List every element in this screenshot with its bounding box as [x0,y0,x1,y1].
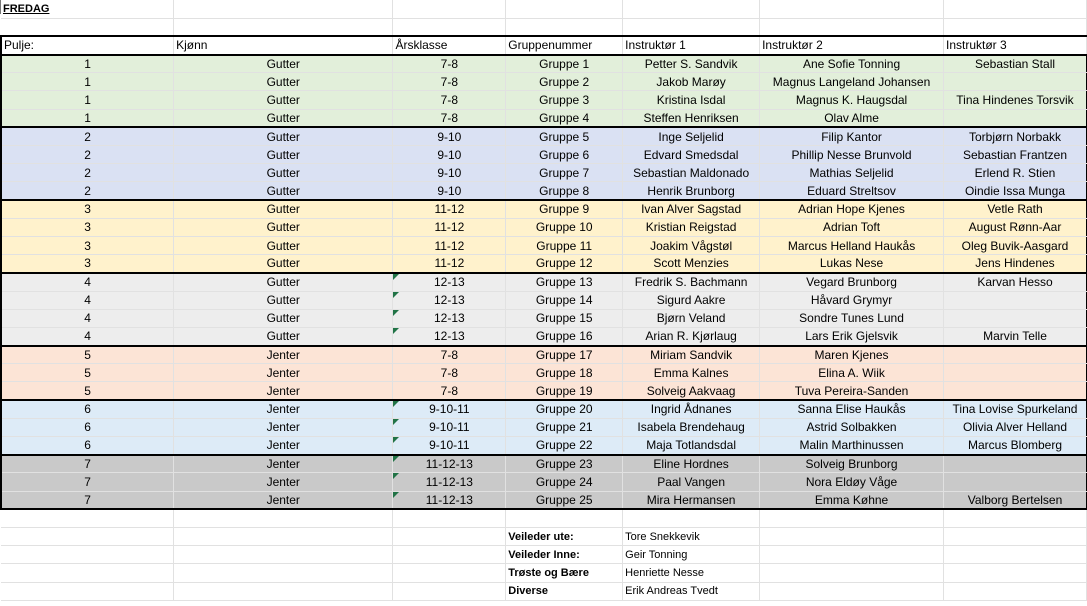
table-row [1,255,1087,273]
pulje-cell[interactable]: 3 [1,255,174,273]
aarsklasse-cell[interactable]: 12-13 [393,327,506,345]
kjonn-cell[interactable]: Jenter [174,491,393,509]
gruppenummer-cell[interactable]: Gruppe 19 [506,382,623,400]
instruktor-3-cell[interactable]: August Rønn-Aar [944,218,1087,236]
header-gruppenummer[interactable]: Gruppenummer [506,36,623,54]
instruktor-3-cell[interactable]: Tina Lovise Spurkeland [944,400,1087,418]
aarsklasse-cell[interactable]: 9-10-11 [393,400,506,418]
instruktor-1-cell[interactable]: Jakob Marøy [623,73,760,91]
instruktor-3-cell[interactable]: Marcus Blomberg [944,437,1087,455]
instruktor-2-cell[interactable]: Emma Køhne [760,491,944,509]
pulje-cell[interactable]: 2 [1,127,174,145]
supervisor-row [1,582,1087,600]
supervisor-row [1,527,1087,545]
aarsklasse-cell[interactable]: 11-12 [393,236,506,254]
table-row [1,91,1087,109]
instruktor-3-cell[interactable] [944,346,1087,364]
instruktor-3-cell[interactable] [944,291,1087,309]
instruktor-2-cell[interactable]: Tuva Pereira-Sanden [760,382,944,400]
aarsklasse-cell[interactable]: 7-8 [393,91,506,109]
table-row [1,218,1087,236]
gruppenummer-cell[interactable]: Gruppe 5 [506,127,623,145]
kjonn-cell[interactable]: Gutter [174,291,393,309]
kjonn-cell[interactable]: Gutter [174,200,393,218]
kjonn-cell[interactable]: Gutter [174,109,393,127]
instruktor-3-cell[interactable]: Sebastian Frantzen [944,146,1087,164]
instruktor-1-cell[interactable]: Isabela Brendehaug [623,418,760,436]
table-row [1,182,1087,200]
kjonn-cell[interactable]: Gutter [174,55,393,73]
empty-cell[interactable] [760,527,944,545]
kjonn-cell[interactable]: Gutter [174,146,393,164]
gruppenummer-cell[interactable]: Gruppe 7 [506,164,623,182]
table-row [1,364,1087,382]
supervisor-name[interactable]: Henriette Nesse [623,564,760,582]
instruktor-2-cell[interactable]: Magnus Langeland Johansen [760,73,944,91]
instruktor-2-cell[interactable]: Marcus Helland Haukås [760,236,944,254]
instruktor-3-cell[interactable]: Torbjørn Norbakk [944,127,1087,145]
supervisor-row [1,564,1087,582]
instruktor-3-cell[interactable]: Tina Hindenes Torsvik [944,91,1087,109]
instruktor-3-cell[interactable]: Marvin Telle [944,327,1087,345]
gruppenummer-cell[interactable]: Gruppe 17 [506,346,623,364]
empty-cell[interactable] [760,582,944,600]
aarsklasse-cell[interactable]: 12-13 [393,309,506,327]
gruppenummer-cell[interactable]: Gruppe 3 [506,91,623,109]
kjonn-cell[interactable]: Gutter [174,309,393,327]
sheet-title[interactable]: FREDAG [1,0,174,18]
pulje-cell[interactable]: 1 [1,109,174,127]
aarsklasse-cell[interactable]: 11-12-13 [393,473,506,491]
empty-cell[interactable] [760,564,944,582]
empty-cell[interactable] [1,564,174,582]
table-row [1,109,1087,127]
table-row [1,236,1087,254]
table-row [1,491,1087,509]
pulje-cell[interactable]: 5 [1,382,174,400]
instruktor-2-cell[interactable]: Maren Kjenes [760,346,944,364]
pulje-cell[interactable]: 5 [1,364,174,382]
instruktor-3-cell[interactable]: Karvan Hesso [944,273,1087,291]
instruktor-3-cell[interactable] [944,473,1087,491]
instruktor-1-cell[interactable]: Edvard Smedsdal [623,146,760,164]
aarsklasse-cell[interactable]: 9-10-11 [393,418,506,436]
gruppenummer-cell[interactable]: Gruppe 11 [506,236,623,254]
pulje-cell[interactable]: 6 [1,418,174,436]
gruppenummer-cell[interactable]: Gruppe 22 [506,437,623,455]
supervisor-name[interactable]: Tore Snekkevik [623,527,760,545]
aarsklasse-cell[interactable]: 7-8 [393,109,506,127]
kjonn-cell[interactable]: Jenter [174,473,393,491]
instruktor-1-cell[interactable]: Solveig Aakvaag [623,382,760,400]
table-row [1,73,1087,91]
aarsklasse-cell[interactable]: 9-10 [393,146,506,164]
instruktor-2-cell[interactable]: Håvard Grymyr [760,291,944,309]
instruktor-3-cell[interactable] [944,109,1087,127]
aarsklasse-cell[interactable]: 9-10 [393,127,506,145]
instruktor-2-cell[interactable]: Vegard Brunborg [760,273,944,291]
header-kjonn[interactable]: Kjønn [174,36,393,54]
pulje-cell[interactable]: 7 [1,473,174,491]
aarsklasse-cell[interactable]: 12-13 [393,291,506,309]
instruktor-2-cell[interactable]: Mathias Seljelid [760,164,944,182]
instruktor-3-cell[interactable] [944,309,1087,327]
instruktor-1-cell[interactable]: Henrik Brunborg [623,182,760,200]
instruktor-1-cell[interactable]: Bjørn Veland [623,309,760,327]
instruktor-1-cell[interactable]: Miriam Sandvik [623,346,760,364]
pulje-cell[interactable]: 1 [1,55,174,73]
instruktor-3-cell[interactable]: Oleg Buvik-Aasgard [944,236,1087,254]
aarsklasse-cell[interactable]: 11-12 [393,255,506,273]
supervisor-name[interactable]: Erik Andreas Tvedt [623,582,760,600]
instruktor-2-cell[interactable]: Lukas Nese [760,255,944,273]
instruktor-1-cell[interactable]: Steffen Henriksen [623,109,760,127]
instruktor-2-cell[interactable]: Malin Marthinussen [760,437,944,455]
kjonn-cell[interactable]: Gutter [174,327,393,345]
kjonn-cell[interactable]: Gutter [174,127,393,145]
aarsklasse-cell[interactable]: 7-8 [393,55,506,73]
pulje-cell[interactable]: 1 [1,73,174,91]
instruktor-2-cell[interactable]: Adrian Hope Kjenes [760,200,944,218]
aarsklasse-cell[interactable]: 7-8 [393,382,506,400]
pulje-cell[interactable]: 3 [1,236,174,254]
instruktor-3-cell[interactable]: Olivia Alver Helland [944,418,1087,436]
gruppenummer-cell[interactable]: Gruppe 8 [506,182,623,200]
gruppenummer-cell[interactable]: Gruppe 13 [506,273,623,291]
table-row [1,146,1087,164]
supervisor-label[interactable]: Trøste og Bære [506,564,623,582]
table-row [1,200,1087,218]
instruktor-1-cell[interactable]: Ivan Alver Sagstad [623,200,760,218]
kjonn-cell[interactable]: Gutter [174,255,393,273]
kjonn-cell[interactable]: Gutter [174,91,393,109]
table-row [1,418,1087,436]
aarsklasse-cell[interactable]: 7-8 [393,364,506,382]
pulje-cell[interactable]: 2 [1,146,174,164]
instruktor-1-cell[interactable]: Kristian Reigstad [623,218,760,236]
gruppenummer-cell[interactable]: Gruppe 9 [506,200,623,218]
supervisor-row [1,546,1087,564]
table-row [1,382,1087,400]
empty-cell[interactable] [174,527,393,545]
kjonn-cell[interactable]: Jenter [174,455,393,473]
kjonn-cell[interactable]: Jenter [174,382,393,400]
pulje-cell[interactable]: 5 [1,346,174,364]
empty-cell[interactable] [944,582,1087,600]
pulje-cell[interactable]: 1 [1,91,174,109]
aarsklasse-cell[interactable]: 9-10 [393,164,506,182]
instruktor-1-cell[interactable]: Inge Seljelid [623,127,760,145]
kjonn-cell[interactable]: Gutter [174,73,393,91]
instruktor-3-cell[interactable] [944,73,1087,91]
table-row [1,400,1087,418]
kjonn-cell[interactable]: Jenter [174,346,393,364]
instruktor-3-cell[interactable]: Erlend R. Stien [944,164,1087,182]
empty-cell[interactable] [393,582,506,600]
aarsklasse-cell[interactable]: 11-12-13 [393,491,506,509]
instruktor-1-cell[interactable]: Eline Hordnes [623,455,760,473]
kjonn-cell[interactable]: Gutter [174,236,393,254]
table-row [1,327,1087,345]
table-row [1,455,1087,473]
instruktor-1-cell[interactable]: Sigurd Aakre [623,291,760,309]
empty-cell[interactable] [393,546,506,564]
instruktor-3-cell[interactable] [944,455,1087,473]
table-row [1,346,1087,364]
empty-cell[interactable] [944,564,1087,582]
kjonn-cell[interactable]: Gutter [174,273,393,291]
instruktor-3-cell[interactable]: Vetle Rath [944,200,1087,218]
table-row [1,164,1087,182]
empty-cell[interactable] [174,582,393,600]
gruppenummer-cell[interactable]: Gruppe 25 [506,491,623,509]
table-row [1,273,1087,291]
aarsklasse-cell[interactable]: 12-13 [393,273,506,291]
gruppenummer-cell[interactable]: Gruppe 10 [506,218,623,236]
kjonn-cell[interactable]: Gutter [174,182,393,200]
instruktor-2-cell[interactable]: Nora Eldøy Våge [760,473,944,491]
pulje-cell[interactable]: 7 [1,491,174,509]
aarsklasse-cell[interactable]: 11-12-13 [393,455,506,473]
gruppenummer-cell[interactable]: Gruppe 15 [506,309,623,327]
aarsklasse-cell[interactable]: 7-8 [393,346,506,364]
empty-cell[interactable] [1,546,174,564]
gruppenummer-cell[interactable]: Gruppe 16 [506,327,623,345]
instruktor-3-cell[interactable]: Jens Hindenes [944,255,1087,273]
pulje-cell[interactable]: 2 [1,182,174,200]
instruktor-1-cell[interactable]: Paal Vangen [623,473,760,491]
instruktor-3-cell[interactable] [944,382,1087,400]
instruktor-1-cell[interactable]: Maja Totlandsdal [623,437,760,455]
header-row [1,36,1087,54]
kjonn-cell[interactable]: Gutter [174,218,393,236]
empty-cell[interactable] [393,527,506,545]
instruktor-1-cell[interactable]: Emma Kalnes [623,364,760,382]
pulje-cell[interactable]: 6 [1,400,174,418]
supervisor-label[interactable]: Diverse [506,582,623,600]
gruppenummer-cell[interactable]: Gruppe 18 [506,364,623,382]
table-row [1,473,1087,491]
header-instruktor-2[interactable]: Instruktør 2 [760,36,944,54]
empty-cell[interactable] [944,546,1087,564]
table-row [1,127,1087,145]
gruppenummer-cell[interactable]: Gruppe 12 [506,255,623,273]
instruktor-2-cell[interactable]: Astrid Solbakken [760,418,944,436]
instruktor-1-cell[interactable]: Joakim Vågstøl [623,236,760,254]
header-pulje[interactable]: Pulje: [1,36,174,54]
kjonn-cell[interactable]: Jenter [174,437,393,455]
table-row [1,437,1087,455]
kjonn-cell[interactable]: Jenter [174,400,393,418]
gruppenummer-cell[interactable]: Gruppe 1 [506,55,623,73]
aarsklasse-cell[interactable]: 7-8 [393,73,506,91]
instruktor-3-cell[interactable] [944,364,1087,382]
spacer-row [1,18,1087,36]
empty-cell[interactable] [393,564,506,582]
instruktor-2-cell[interactable]: Sanna Elise Haukås [760,400,944,418]
empty-cell[interactable] [760,546,944,564]
gruppenummer-cell[interactable]: Gruppe 2 [506,73,623,91]
instruktor-2-cell[interactable]: Filip Kantor [760,127,944,145]
gruppenummer-cell[interactable]: Gruppe 23 [506,455,623,473]
instruktor-3-cell[interactable]: Sebastian Stall [944,55,1087,73]
instruktor-2-cell[interactable]: Sondre Tunes Lund [760,309,944,327]
pulje-cell[interactable]: 2 [1,164,174,182]
pulje-cell[interactable]: 4 [1,273,174,291]
gruppenummer-cell[interactable]: Gruppe 6 [506,146,623,164]
instruktor-1-cell[interactable]: Ingrid Ådnanes [623,400,760,418]
instruktor-1-cell[interactable]: Petter S. Sandvik [623,55,760,73]
instruktor-3-cell[interactable]: Valborg Bertelsen [944,491,1087,509]
empty-cell[interactable] [174,546,393,564]
gruppenummer-cell[interactable]: Gruppe 4 [506,109,623,127]
instruktor-2-cell[interactable]: Elina A. Wiik [760,364,944,382]
gruppenummer-cell[interactable]: Gruppe 14 [506,291,623,309]
instruktor-1-cell[interactable]: Mira Hermansen [623,491,760,509]
empty-cell[interactable] [1,527,174,545]
supervisor-label[interactable]: Veileder Inne: [506,546,623,564]
title-row [1,0,1087,18]
pulje-cell[interactable]: 6 [1,437,174,455]
instruktor-2-cell[interactable]: Ane Sofie Tonning [760,55,944,73]
supervisor-label[interactable]: Veileder ute: [506,527,623,545]
header-instruktor-1[interactable]: Instruktør 1 [623,36,760,54]
empty-cell[interactable] [944,527,1087,545]
kjonn-cell[interactable]: Gutter [174,164,393,182]
aarsklasse-cell[interactable]: 11-12 [393,218,506,236]
instruktor-1-cell[interactable]: Scott Menzies [623,255,760,273]
instruktor-1-cell[interactable]: Arian R. Kjørlaug [623,327,760,345]
pulje-cell[interactable]: 4 [1,309,174,327]
instruktor-2-cell[interactable]: Eduard Streltsov [760,182,944,200]
gruppenummer-cell[interactable]: Gruppe 20 [506,400,623,418]
pulje-cell[interactable]: 4 [1,291,174,309]
empty-cell[interactable] [174,564,393,582]
gruppenummer-cell[interactable]: Gruppe 21 [506,418,623,436]
instruktor-2-cell[interactable]: Lars Erik Gjelsvik [760,327,944,345]
kjonn-cell[interactable]: Jenter [174,364,393,382]
instruktor-1-cell[interactable]: Kristina Isdal [623,91,760,109]
spacer-row [1,509,1087,527]
aarsklasse-cell[interactable]: 9-10-11 [393,437,506,455]
aarsklasse-cell[interactable]: 9-10 [393,182,506,200]
instruktor-2-cell[interactable]: Adrian Toft [760,218,944,236]
gruppenummer-cell[interactable]: Gruppe 24 [506,473,623,491]
instruktor-2-cell[interactable]: Phillip Nesse Brunvold [760,146,944,164]
kjonn-cell[interactable]: Jenter [174,418,393,436]
header-aarsklasse[interactable]: Årsklasse [393,36,506,54]
instruktor-2-cell[interactable]: Olav Alme [760,109,944,127]
instruktor-1-cell[interactable]: Sebastian Maldonado [623,164,760,182]
pulje-cell[interactable]: 3 [1,200,174,218]
instruktor-2-cell[interactable]: Solveig Brunborg [760,455,944,473]
supervisor-name[interactable]: Geir Tonning [623,546,760,564]
table-row [1,309,1087,327]
aarsklasse-cell[interactable]: 11-12 [393,200,506,218]
header-instruktor-3[interactable]: Instruktør 3 [944,36,1087,54]
pulje-cell[interactable]: 7 [1,455,174,473]
instruktor-2-cell[interactable]: Magnus K. Haugsdal [760,91,944,109]
pulje-cell[interactable]: 3 [1,218,174,236]
table-row [1,291,1087,309]
empty-cell[interactable] [1,582,174,600]
instruktor-1-cell[interactable]: Fredrik S. Bachmann [623,273,760,291]
instruktor-3-cell[interactable]: Oindie Issa Munga [944,182,1087,200]
table-row [1,55,1087,73]
pulje-cell[interactable]: 4 [1,327,174,345]
